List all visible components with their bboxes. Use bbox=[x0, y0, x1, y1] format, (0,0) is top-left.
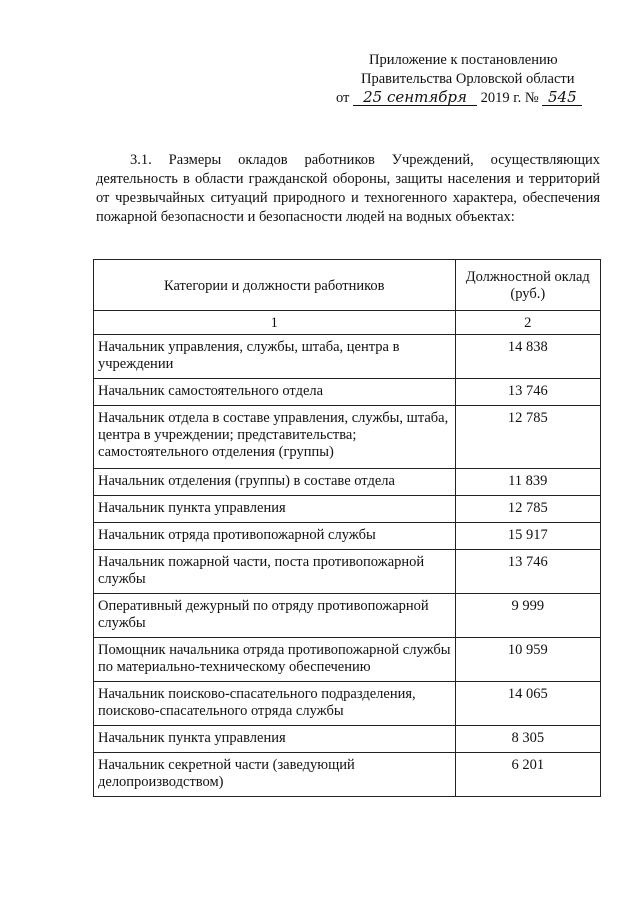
intro-paragraph: 3.1. Размеры окладов работников Учреждений, осуществляющих деятельность в области гражданской обороны, защиты населения и территорий от чрезвычайных ситуаций природного и техногенного характера, обеспечения пожарной безопасности и безопасности людей на водных объектах: bbox=[96, 152, 600, 225]
header-date-line bbox=[336, 89, 626, 108]
column-header-position: Категории и должности работников bbox=[94, 260, 456, 311]
position-cell: Начальник отделения (группы) в составе отдела bbox=[94, 469, 456, 496]
table-row bbox=[94, 638, 601, 682]
table-row bbox=[94, 726, 601, 753]
salary-cell: 14 065 bbox=[455, 682, 600, 726]
column-number-2: 2 bbox=[455, 311, 600, 335]
header-government-line: Правительства Орловской области bbox=[361, 71, 575, 87]
salary-cell: 12 785 bbox=[455, 406, 600, 469]
header-year-suffix: 2019 г. № bbox=[480, 90, 539, 106]
table-row bbox=[94, 682, 601, 726]
position-cell: Начальник отряда противопожарной службы bbox=[94, 523, 456, 550]
salary-cell: 13 746 bbox=[455, 550, 600, 594]
position-cell: Начальник секретной части (заведующий делопроизводством) bbox=[94, 753, 456, 797]
salary-table bbox=[93, 259, 601, 797]
position-cell: Помощник начальника отряда противопожарной службы по материально-техническому обеспечению bbox=[94, 638, 456, 682]
position-cell: Начальник самостоятельного отдела bbox=[94, 379, 456, 406]
handwritten-date: 25 сентября bbox=[353, 90, 477, 106]
salary-cell: 14 838 bbox=[455, 335, 600, 379]
column-header-salary: Должностной оклад (руб.) bbox=[455, 260, 600, 311]
table-row bbox=[94, 550, 601, 594]
table-row bbox=[94, 469, 601, 496]
position-cell: Начальник поисково-спасательного подразделения, поисково-спасательного отряда службы bbox=[94, 682, 456, 726]
column-number-row bbox=[94, 311, 601, 335]
handwritten-number: 545 bbox=[542, 90, 582, 106]
salary-cell: 10 959 bbox=[455, 638, 600, 682]
position-cell: Начальник пункта управления bbox=[94, 726, 456, 753]
table-row bbox=[94, 594, 601, 638]
table-row bbox=[94, 523, 601, 550]
salary-cell: 8 305 bbox=[455, 726, 600, 753]
table-row bbox=[94, 406, 601, 469]
column-number-1: 1 bbox=[94, 311, 456, 335]
table-row bbox=[94, 379, 601, 406]
salary-cell: 13 746 bbox=[455, 379, 600, 406]
position-cell: Начальник пожарной части, поста противопожарной службы bbox=[94, 550, 456, 594]
document-header bbox=[336, 51, 626, 108]
position-cell: Начальник отдела в составе управления, службы, штаба, центра в учреждении; представительства; самостоятельного отделения (группы) bbox=[94, 406, 456, 469]
position-cell: Начальник управления, службы, штаба, центра в учреждении bbox=[94, 335, 456, 379]
position-cell: Оперативный дежурный по отряду противопожарной службы bbox=[94, 594, 456, 638]
salary-cell: 9 999 bbox=[455, 594, 600, 638]
position-cell: Начальник пункта управления bbox=[94, 496, 456, 523]
header-appendix-line: Приложение к постановлению bbox=[369, 52, 558, 68]
salary-cell: 6 201 bbox=[455, 753, 600, 797]
salary-cell: 15 917 bbox=[455, 523, 600, 550]
salary-cell: 12 785 bbox=[455, 496, 600, 523]
salary-cell: 11 839 bbox=[455, 469, 600, 496]
table-row bbox=[94, 335, 601, 379]
table-header-row bbox=[94, 260, 601, 311]
table-row bbox=[94, 753, 601, 797]
header-from-prefix: от bbox=[336, 90, 350, 106]
table-row bbox=[94, 496, 601, 523]
